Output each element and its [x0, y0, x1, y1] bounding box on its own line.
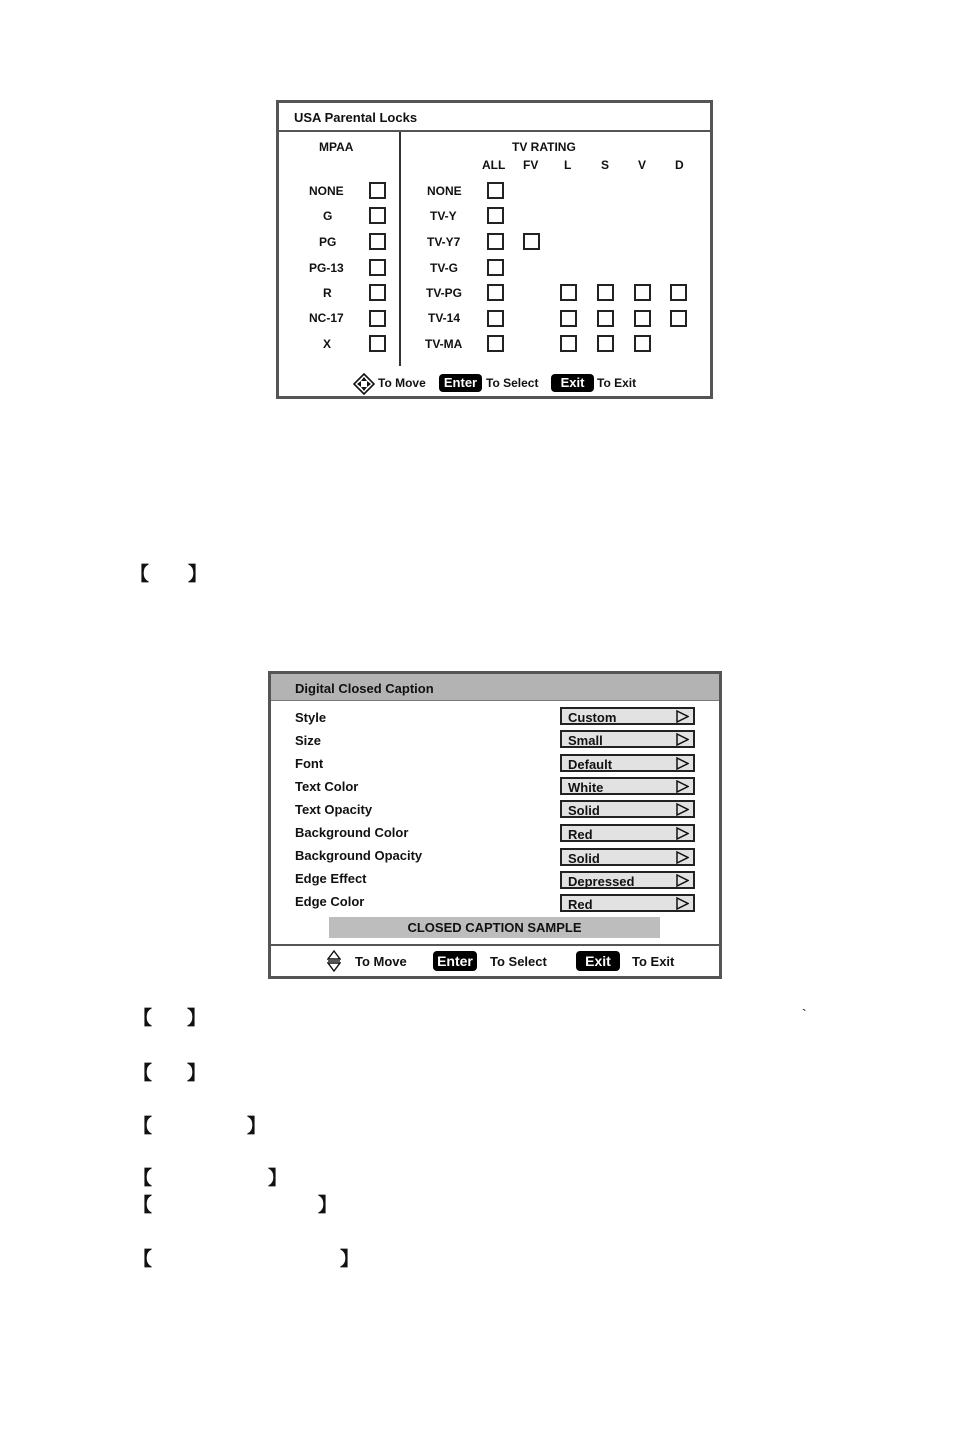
mpaa-checkbox-r[interactable] — [369, 284, 386, 301]
tv-column-v: V — [638, 158, 647, 172]
cc-select-edge-color[interactable] — [560, 894, 695, 912]
footer-select-text: To Select — [486, 376, 539, 390]
tv-label-tvy7: TV-Y7 — [427, 235, 461, 249]
tv-label-tv14: TV-14 — [428, 311, 461, 325]
tv-checkbox-none-all[interactable] — [487, 182, 504, 199]
cc-label-text-opacity: Text Opacity — [295, 802, 373, 817]
tv-column-l: L — [564, 158, 572, 172]
cc-select-edge-effect[interactable] — [560, 871, 695, 889]
tv-checkbox-tvy-all[interactable] — [487, 207, 504, 224]
mpaa-label-pg: PG — [319, 235, 337, 249]
cc-select-text-color[interactable] — [560, 777, 695, 795]
bracket-close-5: 】 — [268, 1168, 288, 1189]
bracket-open-3: 【 — [133, 1063, 153, 1084]
tv-checkbox-tv14-s[interactable] — [597, 310, 614, 327]
tv-checkbox-tv14-all[interactable] — [487, 310, 504, 327]
cc-select-font[interactable] — [560, 754, 695, 772]
tv-checkbox-tv14-v[interactable] — [634, 310, 651, 327]
tv-checkbox-tv14-d[interactable] — [670, 310, 687, 327]
cc-label-background-color: Background Color — [295, 825, 409, 840]
mpaa-label-nc17: NC-17 — [309, 311, 344, 325]
mpaa-header: MPAA — [319, 140, 354, 154]
cc-select-background-color[interactable] — [560, 824, 695, 842]
column-divider — [399, 132, 401, 366]
cc-value-font: Default — [568, 757, 613, 772]
exit-key-badge: Exit — [551, 374, 594, 392]
tv-label-tvpg: TV-PG — [426, 286, 463, 300]
closed-caption-title: Digital Closed Caption — [295, 681, 434, 696]
bracket-open-5: 【 — [133, 1168, 153, 1189]
arrow-right-icon — [676, 874, 689, 887]
cc-value-edge-color: Red — [568, 897, 593, 912]
cc-label-text-color: Text Color — [295, 779, 359, 794]
mpaa-label-x: X — [323, 337, 332, 351]
tv-checkbox-tvpg-s[interactable] — [597, 284, 614, 301]
cc-label-size: Size — [295, 733, 322, 748]
cc-value-background-opacity: Solid — [568, 851, 600, 866]
arrow-right-icon — [676, 757, 689, 770]
cc-value-text-opacity: Solid — [568, 803, 600, 818]
bracket-open-4: 【 — [133, 1116, 153, 1137]
bracket-open-2: 【 — [133, 1008, 153, 1029]
footer-move-text: To Move — [378, 376, 426, 390]
bracket-close-3: 】 — [187, 1063, 207, 1084]
bracket-close-1: 】 — [188, 564, 208, 585]
parental-locks-panel — [276, 100, 713, 399]
arrow-right-icon — [676, 851, 689, 864]
mpaa-label-pg13: PG-13 — [309, 261, 344, 275]
parental-locks-title: USA Parental Locks — [294, 110, 418, 125]
cc-footer-select-text: To Select — [490, 954, 547, 969]
cc-select-background-opacity[interactable] — [560, 848, 695, 866]
closed-caption-sample: CLOSED CAPTION SAMPLE — [329, 917, 660, 938]
mpaa-checkbox-nc17[interactable] — [369, 310, 386, 327]
mpaa-checkbox-g[interactable] — [369, 207, 386, 224]
cc-label-edge-effect: Edge Effect — [295, 871, 367, 886]
arrow-right-icon — [676, 897, 689, 910]
bracket-open-7: 【 — [133, 1249, 153, 1270]
cc-value-text-color: White — [568, 780, 604, 795]
arrow-right-icon — [676, 710, 689, 723]
mpaa-label-none: NONE — [309, 184, 344, 198]
tv-checkbox-tvma-s[interactable] — [597, 335, 614, 352]
tv-column-fv: FV — [523, 158, 539, 172]
mpaa-checkbox-none[interactable] — [369, 182, 386, 199]
backtick-mark: ` — [802, 1006, 807, 1022]
mpaa-label-g: G — [323, 209, 333, 223]
up-down-arrow-icon — [327, 950, 341, 972]
closed-caption-panel — [268, 671, 722, 979]
tv-rating-header: TV RATING — [512, 140, 576, 154]
tv-checkbox-tvy7-fv[interactable] — [523, 233, 540, 250]
bracket-close-2: 】 — [187, 1008, 207, 1029]
cc-footer-move-text: To Move — [355, 954, 407, 969]
tv-checkbox-tvma-all[interactable] — [487, 335, 504, 352]
tv-column-all: ALL — [482, 158, 506, 172]
enter-key-badge: Enter — [439, 374, 482, 392]
bracket-close-7: 】 — [340, 1249, 360, 1270]
enter-key-badge: Enter — [433, 951, 477, 971]
tv-checkbox-tvpg-l[interactable] — [560, 284, 577, 301]
arrow-right-icon — [676, 803, 689, 816]
bracket-close-4: 】 — [247, 1116, 267, 1137]
four-way-arrow-icon — [353, 373, 375, 395]
mpaa-checkbox-pg13[interactable] — [369, 259, 386, 276]
tv-column-d: D — [675, 158, 684, 172]
cc-label-edge-color: Edge Color — [295, 894, 365, 909]
arrow-right-icon — [676, 733, 689, 746]
cc-select-size[interactable] — [560, 730, 695, 748]
tv-label-tvma: TV-MA — [425, 337, 463, 351]
cc-label-background-opacity: Background Opacity — [295, 848, 423, 863]
tv-checkbox-tvpg-all[interactable] — [487, 284, 504, 301]
tv-checkbox-tvpg-d[interactable] — [670, 284, 687, 301]
tv-column-s: S — [601, 158, 610, 172]
parental-locks-footer — [279, 373, 710, 393]
tv-checkbox-tvg-all[interactable] — [487, 259, 504, 276]
tv-checkbox-tv14-l[interactable] — [560, 310, 577, 327]
arrow-right-icon — [676, 780, 689, 793]
cc-label-font: Font — [295, 756, 324, 771]
cc-footer-exit-text: To Exit — [632, 954, 675, 969]
tv-checkbox-tvy7-all[interactable] — [487, 233, 504, 250]
tv-label-tvg: TV-G — [430, 261, 459, 275]
cc-value-size: Small — [568, 733, 603, 748]
mpaa-label-r: R — [323, 286, 332, 300]
tv-checkbox-tvma-l[interactable] — [560, 335, 577, 352]
bracket-open-6: 【 — [133, 1195, 153, 1216]
footer-exit-text: To Exit — [597, 376, 637, 390]
cc-select-text-opacity[interactable] — [560, 800, 695, 818]
mpaa-checkbox-x[interactable] — [369, 335, 386, 352]
bracket-open-1: 【 — [130, 564, 150, 585]
tv-checkbox-tvma-v[interactable] — [634, 335, 651, 352]
cc-value-edge-effect: Depressed — [568, 874, 635, 889]
arrow-right-icon — [676, 827, 689, 840]
tv-checkbox-tvpg-v[interactable] — [634, 284, 651, 301]
cc-select-style[interactable] — [560, 707, 695, 725]
cc-value-style: Custom — [568, 710, 617, 725]
exit-key-badge: Exit — [576, 951, 620, 971]
tv-label-tvy: TV-Y — [430, 209, 457, 223]
bracket-close-6: 】 — [318, 1195, 338, 1216]
cc-value-background-color: Red — [568, 827, 593, 842]
tv-label-none: NONE — [427, 184, 462, 198]
cc-label-style: Style — [295, 710, 327, 725]
mpaa-checkbox-pg[interactable] — [369, 233, 386, 250]
closed-caption-title-bar — [271, 674, 719, 701]
footer-divider — [271, 944, 719, 946]
parental-locks-title-bar — [279, 103, 710, 132]
